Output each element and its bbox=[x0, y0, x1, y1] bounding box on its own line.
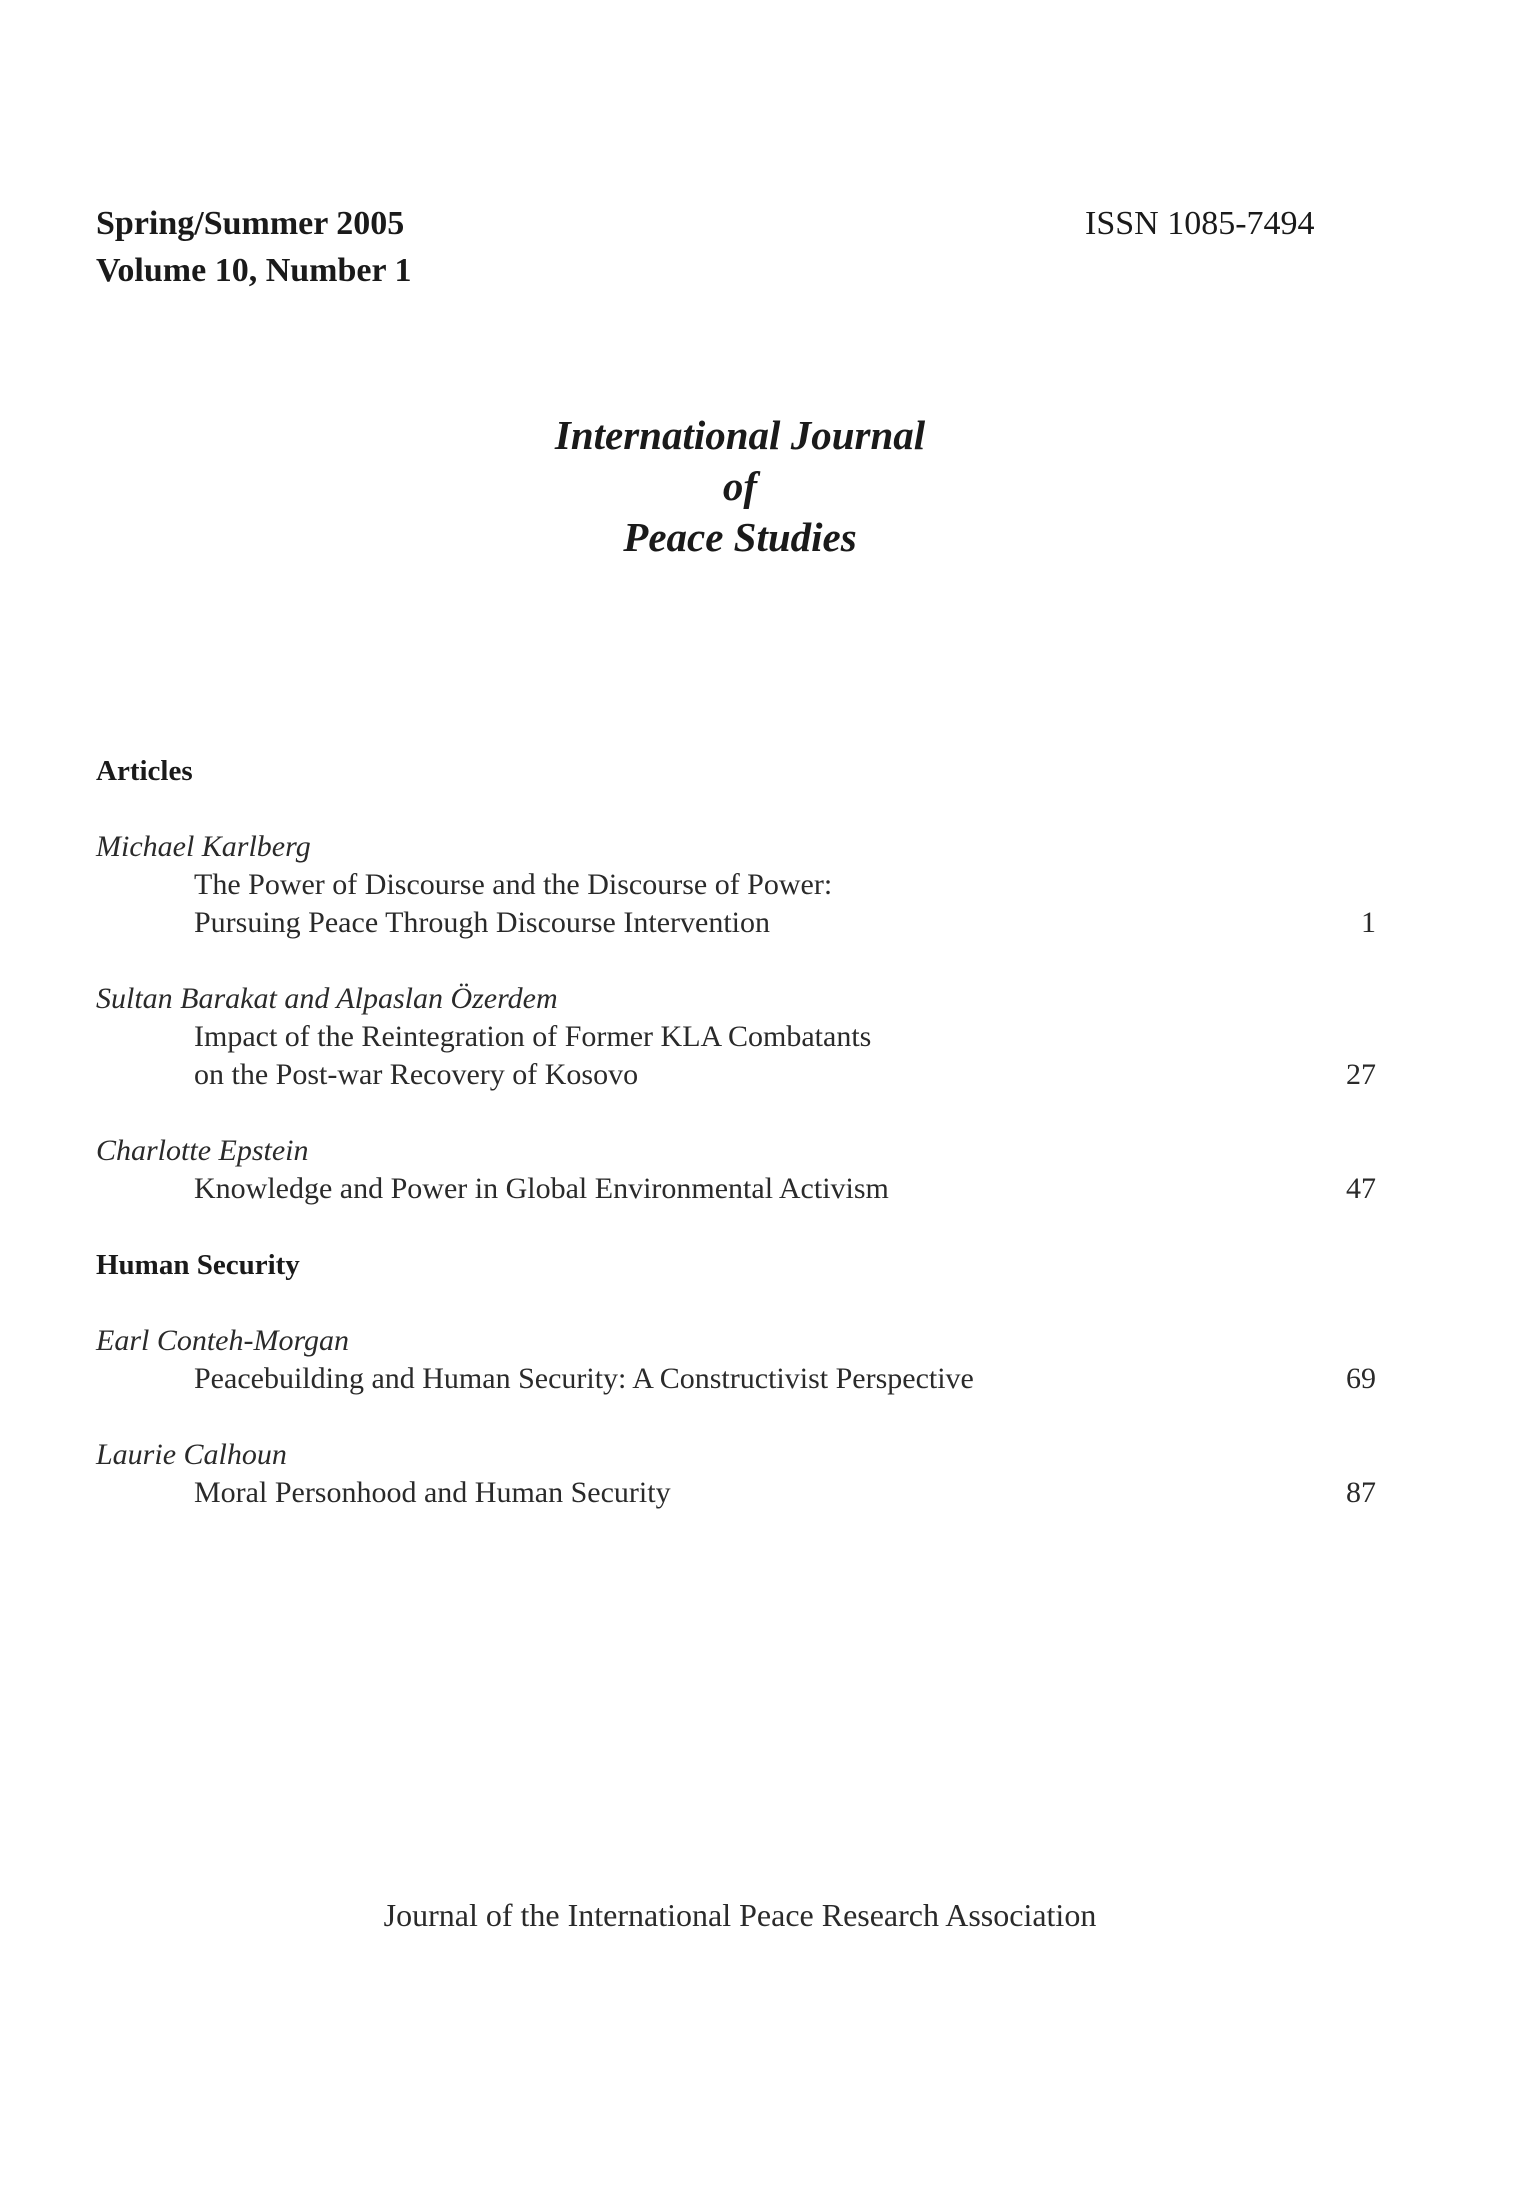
entry-author: Sultan Barakat and Alpaslan Özerdem bbox=[96, 982, 558, 1015]
entry-author: Charlotte Epstein bbox=[96, 1134, 309, 1167]
journal-title-line-2: of bbox=[722, 463, 758, 509]
toc-entry[interactable] bbox=[96, 828, 1376, 942]
entry-page-number: 47 bbox=[1346, 1172, 1376, 1205]
issue-info bbox=[96, 200, 411, 294]
toc-entry[interactable] bbox=[96, 1132, 1376, 1208]
entry-title-line: The Power of Discourse and the Discourse of Power: bbox=[194, 868, 833, 901]
journal-title-line-1: International Journal bbox=[554, 412, 926, 458]
toc-entry[interactable] bbox=[96, 1322, 1376, 1398]
issn: ISSN 1085-7494 bbox=[1085, 205, 1315, 242]
entry-title-line: Impact of the Reintegration of Former KLA Combatants bbox=[194, 1020, 872, 1053]
entry-author: Michael Karlberg bbox=[96, 830, 311, 863]
entry-title-line: Knowledge and Power in Global Environmental Activism bbox=[194, 1172, 889, 1205]
toc-entry[interactable] bbox=[96, 980, 1376, 1094]
entry-page-number: 87 bbox=[1346, 1476, 1376, 1509]
entry-title-line: on the Post-war Recovery of Kosovo bbox=[194, 1058, 639, 1091]
section-heading-articles: Articles bbox=[96, 755, 193, 787]
section-heading-human-security: Human Security bbox=[96, 1249, 300, 1281]
entry-title-line: Moral Personhood and Human Security bbox=[194, 1476, 671, 1509]
entry-title-line: Peacebuilding and Human Security: A Constructivist Perspective bbox=[194, 1362, 974, 1395]
entry-page-number: 27 bbox=[1346, 1058, 1376, 1091]
issue-volume: Volume 10, Number 1 bbox=[96, 252, 412, 289]
journal-title bbox=[0, 410, 1480, 563]
issue-season: Spring/Summer 2005 bbox=[96, 205, 405, 242]
entry-author: Earl Conteh-Morgan bbox=[96, 1324, 350, 1357]
toc-entry[interactable] bbox=[96, 1436, 1376, 1512]
entry-title-line: Pursuing Peace Through Discourse Intervention bbox=[194, 906, 770, 939]
journal-footer: Journal of the International Peace Research Association bbox=[383, 1897, 1097, 1933]
entry-page-number: 69 bbox=[1346, 1362, 1376, 1395]
journal-title-line-3: Peace Studies bbox=[623, 514, 857, 560]
entry-author: Laurie Calhoun bbox=[96, 1438, 287, 1471]
entry-page-number: 1 bbox=[1361, 906, 1376, 939]
